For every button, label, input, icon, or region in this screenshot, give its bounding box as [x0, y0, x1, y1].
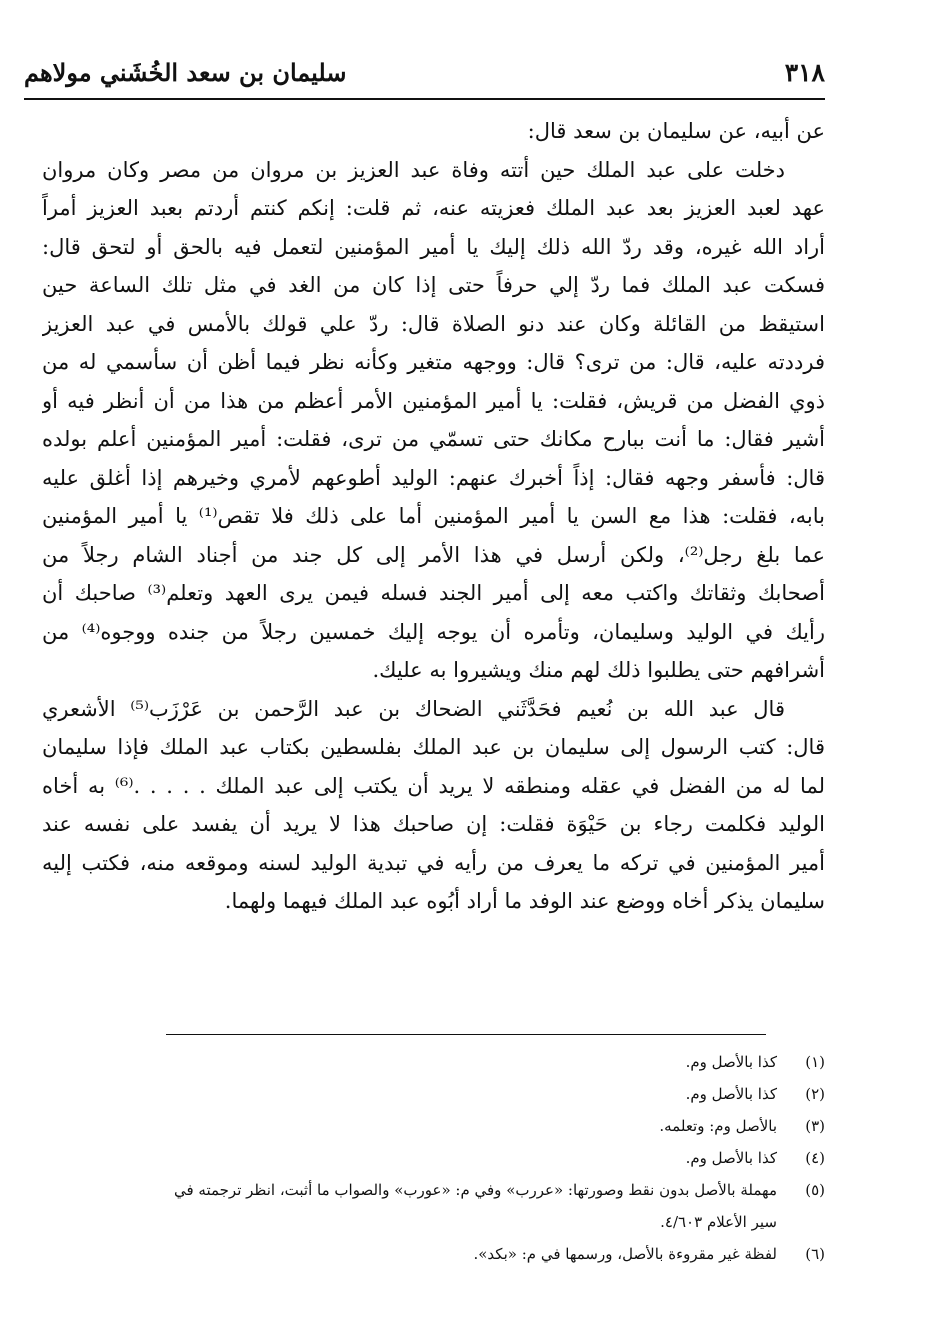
- text-line: عهد لعبد العزيز بعد عبد الملك فعزيته عنه، ثم قلت: إنكم كنتم أردتم بعبد العزيز أمراً: [42, 196, 825, 220]
- footnotes: [42, 1046, 825, 1270]
- main-text: [42, 112, 825, 921]
- footnote-number: (٥): [805, 1181, 825, 1199]
- text-line: فسكت عبد الملك فما ردّ إلي حرفاً حتى إذا كان من الغد في مثل تلك الساعة حين: [42, 273, 825, 297]
- paragraph-1: [42, 112, 825, 151]
- text-line: لما له من الفضل في عقله ومنطقه لا يريد أن يكتب إلى عبد الملك . . . . .⁽⁶⁾ به أخاه: [42, 773, 825, 798]
- text-line: أمير المؤمنين في تركه ما يعرف من رأيه في تبدية الوليد لسنه وموقعه منه، فكتب إليه: [42, 850, 825, 875]
- text-line: سليمان يذكر أخاه ووضع عند الوفد ما أراد أبُوه عبد الملك فيهما ولهما.: [224, 889, 825, 913]
- paragraph-2: [42, 151, 825, 690]
- text-line: رأيك في الوليد وسليمان، وتأمره أن يوجه إليك خمسين رجلاً من جنده ووجوه⁽⁴⁾ من: [42, 619, 825, 644]
- footnote: [42, 1046, 825, 1078]
- footnote-number: (١): [805, 1053, 825, 1071]
- footnote-line: مهملة بالأصل بدون نقط وصورتها: «عررب» وفي م: «عورب» والصواب ما أثبت، انظر ترجمته في: [173, 1181, 777, 1199]
- footnote-number: (٤): [805, 1149, 825, 1167]
- page-header: [24, 52, 825, 100]
- footnote: [42, 1110, 825, 1142]
- footnote-text-block: [42, 1174, 777, 1238]
- footnote-separator: [166, 1034, 766, 1035]
- footnote-line: سير الأعلام ٤/٦٠٣.: [660, 1213, 777, 1231]
- footnote-text: لفظة غير مقروءة بالأصل، ورسمها في م: «بكد».: [473, 1245, 777, 1263]
- text-line: قال عبد الله بن نُعيم فحَدَّثَني الضحاك بن عبد الرَّحمن بن عَرْزَب⁽⁵⁾ الأشعري: [42, 696, 785, 721]
- text-line: قال: كتب الرسول إلى سليمان بن عبد الملك بفلسطين بكتاب عبد الملك فإذا سليمان: [42, 735, 825, 759]
- footnote: [42, 1078, 825, 1110]
- text-line: الوليد فكلمت رجاء بن حَيْوَة فقلت: إن صاحبك هذا لا يريد أن يفسد على نفسه عند: [42, 812, 825, 836]
- footnote: [42, 1174, 825, 1238]
- footnote-number: (٢): [805, 1085, 825, 1103]
- text-line: أشير فقال: ما أنت ببارح مكانك حتى تسمّي من ترى، فقلت: أمير المؤمنين أعلم بولده: [42, 427, 825, 451]
- paragraph-3: [42, 690, 825, 921]
- text-line: استيقظ من القائلة وكان عند دنو الصلاة قال: ردّ علي قولك بالأمس في عبد العزيز: [42, 311, 825, 336]
- footnote-number: (٦): [805, 1245, 825, 1263]
- text-line: أصحابك وثقاتك واكتب معه إلى أمير الجند فسله فيمن يرى العهد وتعلم⁽³⁾ صاحبك أن: [42, 581, 825, 605]
- running-title: سليمان بن سعد الخُشَني مولاهم: [24, 58, 347, 87]
- footnote-text: كذا بالأصل وم.: [685, 1085, 777, 1103]
- text-line: أشرافهم حتى يطلبوا ذلك لهم منك ويشيروا به عليك.: [372, 658, 825, 682]
- text-line: دخلت على عبد الملك حين أتته وفاة عبد العزيز بن مروان من مصر وكان مروان: [42, 157, 785, 182]
- footnote: [42, 1238, 825, 1270]
- text-line: عن أبيه، عن سليمان بن سعد قال:: [527, 119, 825, 143]
- text-line: ذوي الفضل من قريش، فقلت: يا أمير المؤمنين الأمر أعظم من هذا من أن أنظر فيه أو: [42, 388, 825, 413]
- text-line: قال: فأسفر وجهه فقال: إذاً أخبرك عنهم: الوليد أطوعهم لأمري وخيرهم إذا أغلق عليه: [42, 465, 825, 490]
- footnote-number: (٣): [805, 1117, 825, 1135]
- text-line: عما بلغ رجل⁽²⁾، ولكن أرسل في هذا الأمر إلى كل جند من أجناد الشام رجلاً من: [42, 542, 825, 567]
- text-line: بابه، فقلت: هذا مع السن يا أمير المؤمنين أما على ذلك فلا تقص⁽¹⁾ يا أمير المؤمنين: [42, 504, 825, 528]
- text-line: أراد الله غيره، وقد ردّ الله ذلك إليك يا أمير المؤمنين لتعمل فيه بالحق أو لتحق قال:: [42, 234, 825, 259]
- footnote-text: كذا بالأصل وم.: [685, 1053, 777, 1071]
- footnote-text: بالأصل وم: وتعلمه.: [659, 1117, 777, 1135]
- text-line: فرددته عليه، قال: من ترى؟ قال: ووجهه متغير وكأنه نظر فيما أظن أن سأسمي له من: [42, 350, 825, 374]
- footnote-text: كذا بالأصل وم.: [685, 1149, 777, 1167]
- footnote: [42, 1142, 825, 1174]
- page-number: ٣١٨: [784, 58, 825, 87]
